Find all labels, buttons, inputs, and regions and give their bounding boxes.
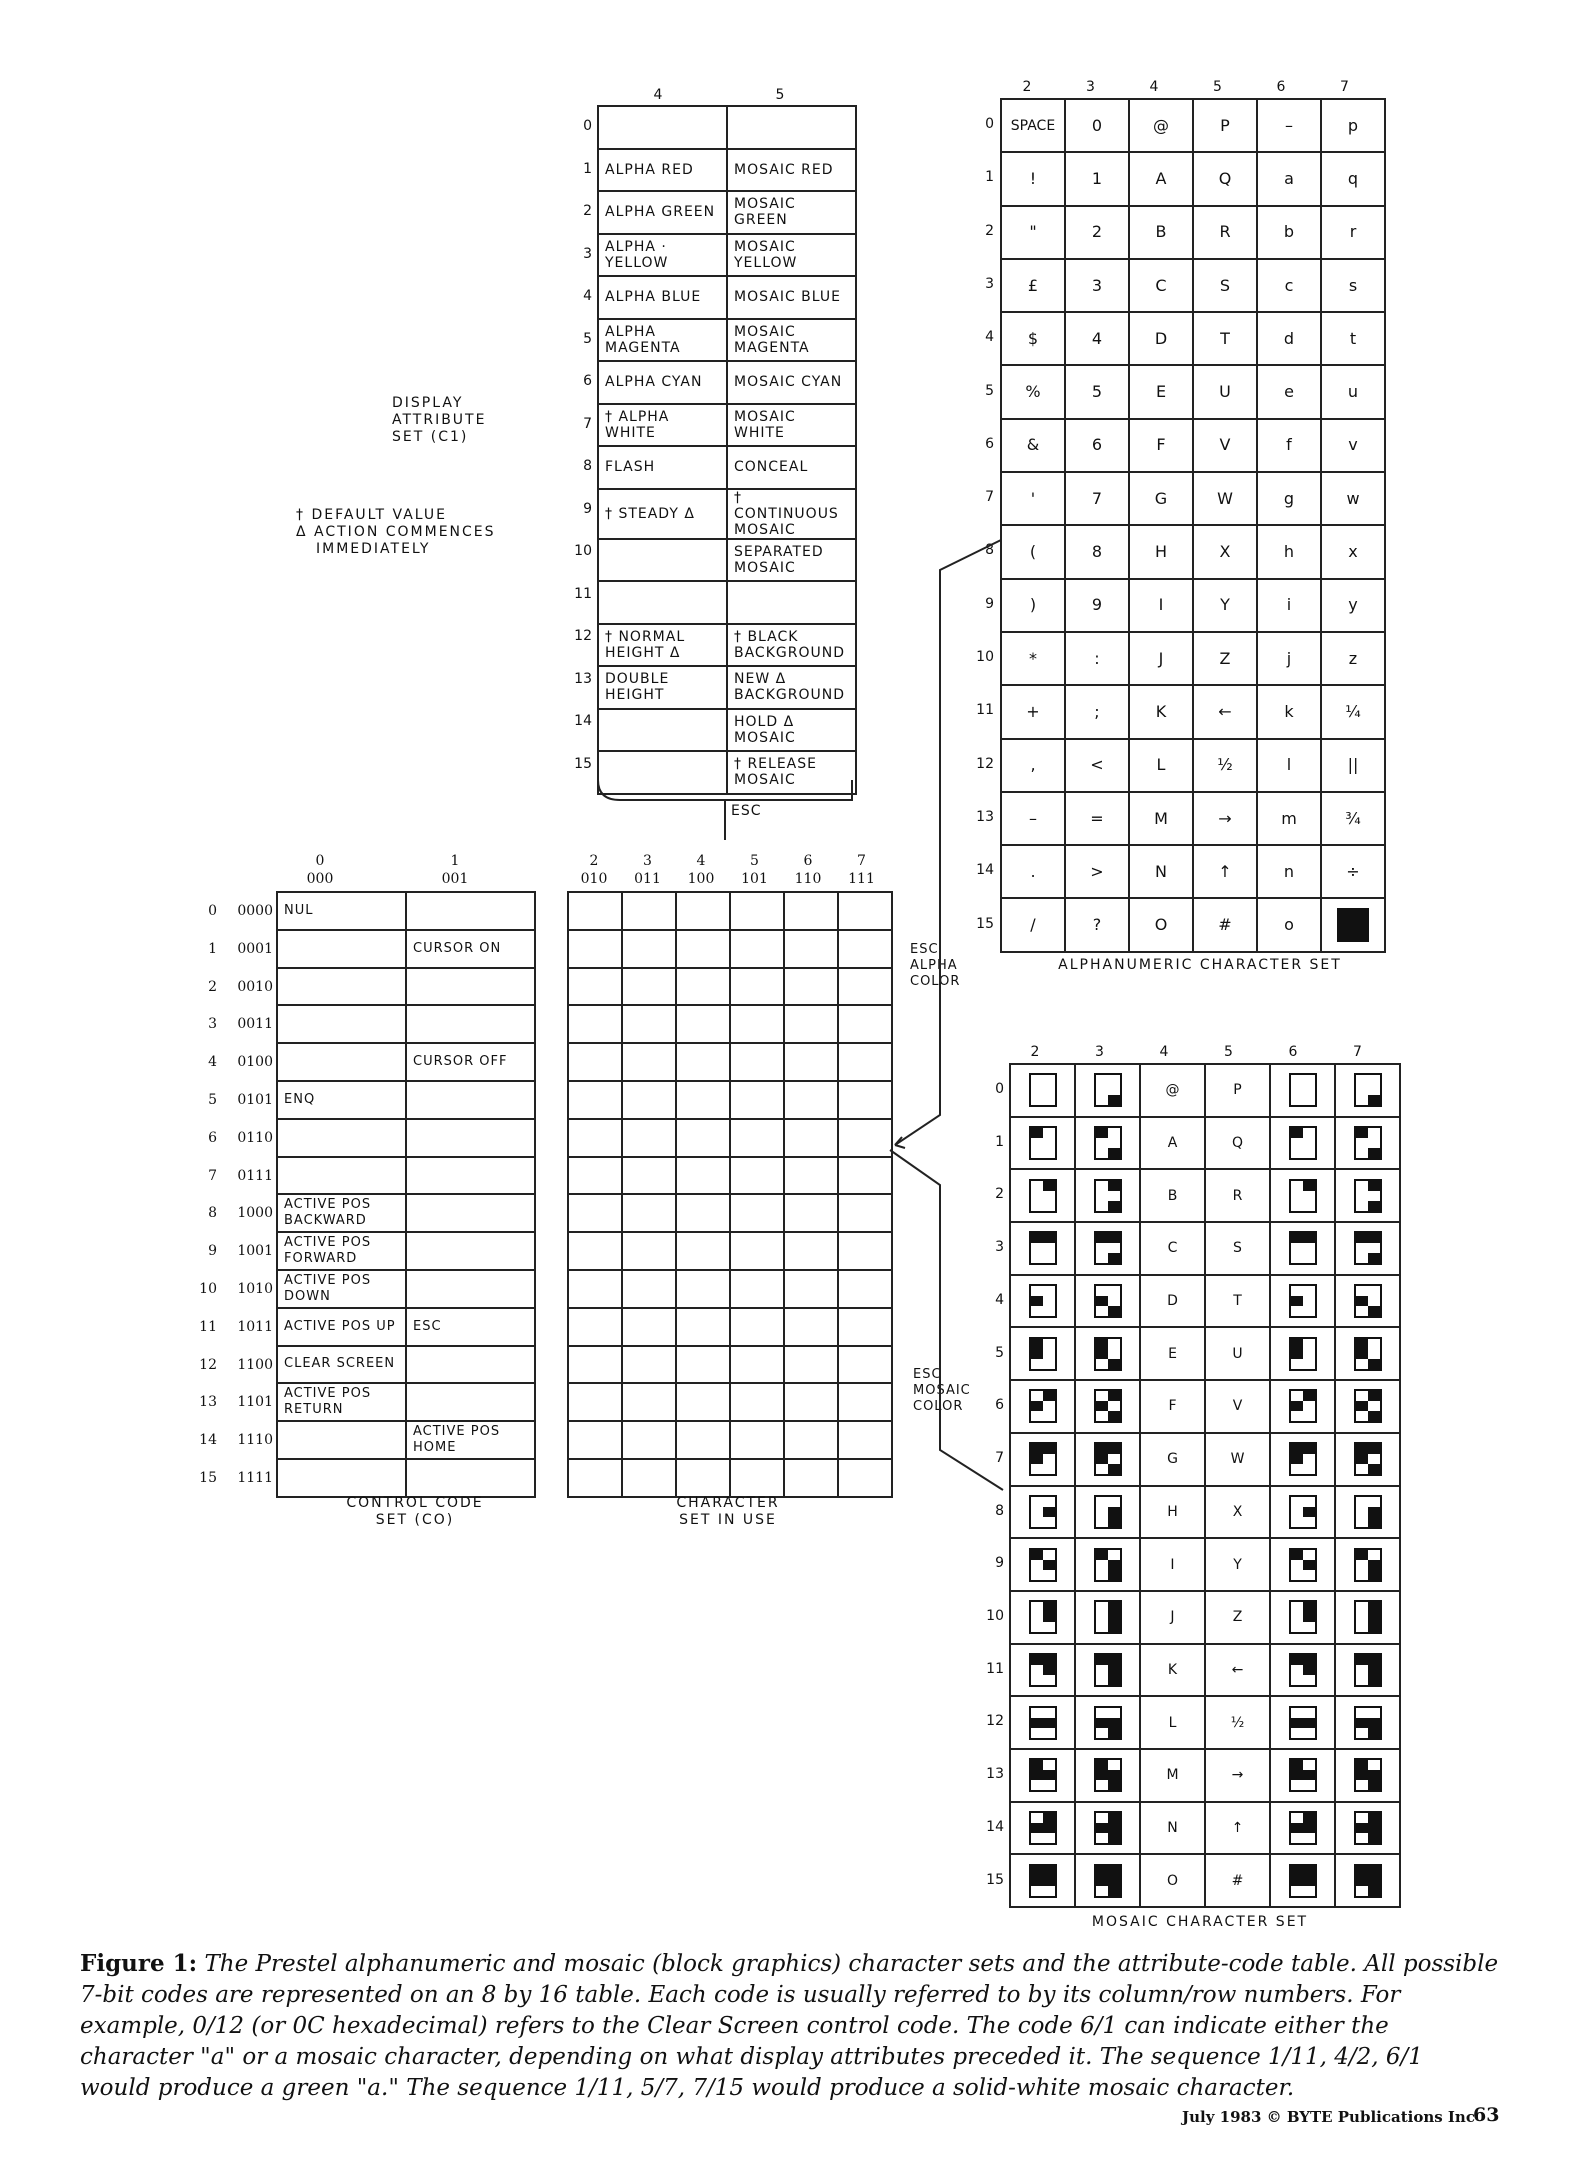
alpha-cell: h bbox=[1257, 525, 1321, 578]
mosaic-cell: W bbox=[1205, 1433, 1270, 1486]
esc-alpha-note: ESC ALPHA COLOR bbox=[910, 942, 961, 989]
alpha-cell: → bbox=[1193, 792, 1257, 845]
alpha-cell: ÷ bbox=[1321, 845, 1385, 898]
attr-cell: † CONTINUOUS MOSAIC bbox=[727, 489, 856, 539]
attr-cell: SEPARATED MOSAIC bbox=[727, 539, 856, 582]
alpha-cell: ) bbox=[1001, 579, 1065, 632]
control-col-binary: 001 bbox=[441, 871, 469, 887]
mosaic-cell: Z bbox=[1205, 1591, 1270, 1644]
alpha-cell: ½ bbox=[1193, 739, 1257, 792]
alpha-cell: W bbox=[1193, 472, 1257, 525]
control-cell: ACTIVE POS DOWN bbox=[277, 1270, 406, 1308]
alpha-cell: R bbox=[1193, 206, 1257, 259]
mosaic-cell: ← bbox=[1205, 1644, 1270, 1697]
alpha-cell: e bbox=[1257, 365, 1321, 418]
control-row-bin: 0000 bbox=[237, 903, 273, 919]
in-use-col-binary: 110 bbox=[794, 871, 822, 887]
alpha-cell: A bbox=[1129, 152, 1193, 205]
alpha-cell: V bbox=[1193, 419, 1257, 472]
control-row-dec: 10 bbox=[199, 1281, 217, 1297]
alpha-cell: 4 bbox=[1065, 312, 1129, 365]
alpha-cell: ; bbox=[1065, 685, 1129, 738]
control-cell: CLEAR SCREEN bbox=[277, 1346, 406, 1384]
alpha-cell: – bbox=[1001, 792, 1065, 845]
alpha-cell: x bbox=[1321, 525, 1385, 578]
mosaic-cell: B bbox=[1140, 1169, 1205, 1222]
attr-row-label: 15 bbox=[574, 755, 592, 772]
control-row-bin: 0101 bbox=[237, 1092, 273, 1108]
mosaic-row-label: 14 bbox=[986, 1818, 1004, 1835]
control-row-bin: 1101 bbox=[237, 1394, 273, 1411]
alpha-cell: P bbox=[1193, 99, 1257, 152]
attr-row-label: 13 bbox=[574, 670, 592, 687]
in-use-col-binary: 111 bbox=[848, 871, 875, 887]
alpha-cell: ← bbox=[1193, 685, 1257, 738]
control-cell: NUL bbox=[277, 892, 406, 930]
attr-col-header: 5 bbox=[775, 87, 785, 103]
mosaic-cell: G bbox=[1140, 1433, 1205, 1486]
in-use-caption: CHARACTER SET IN USE bbox=[676, 1495, 780, 1528]
control-row-dec: 11 bbox=[199, 1318, 217, 1335]
mosaic-col-header: 3 bbox=[1095, 1044, 1104, 1060]
attr-row-label: 4 bbox=[583, 288, 592, 304]
mosaic-cell: I bbox=[1140, 1538, 1205, 1591]
attr-cell: ALPHA MAGENTA bbox=[598, 319, 727, 362]
control-row-dec: 9 bbox=[208, 1243, 217, 1260]
attr-cell: FLASH bbox=[598, 446, 727, 489]
alpha-cell: ? bbox=[1065, 898, 1129, 951]
control-row-dec: 14 bbox=[199, 1432, 217, 1449]
alpha-cell: k bbox=[1257, 685, 1321, 738]
attr-row-label: 0 bbox=[583, 118, 592, 134]
attr-col-header: 4 bbox=[653, 87, 663, 103]
alpha-row-label: 8 bbox=[985, 542, 994, 559]
alpha-caption: ALPHANUMERIC CHARACTER SET bbox=[1058, 957, 1342, 973]
mosaic-row-label: 5 bbox=[995, 1344, 1004, 1361]
control-row-dec: 7 bbox=[208, 1167, 217, 1184]
alpha-cell: J bbox=[1129, 632, 1193, 685]
control-row-dec: 3 bbox=[208, 1016, 217, 1033]
attr-cell: DOUBLE HEIGHT bbox=[598, 666, 727, 709]
alpha-row-label: 12 bbox=[976, 755, 994, 772]
alpha-cell: % bbox=[1001, 365, 1065, 418]
attr-cell: ALPHA BLUE bbox=[598, 276, 727, 319]
alpha-cell: = bbox=[1065, 792, 1129, 845]
mosaic-row-label: 10 bbox=[986, 1608, 1004, 1624]
control-row-bin: 0010 bbox=[237, 978, 273, 995]
alpha-cell: + bbox=[1001, 685, 1065, 738]
alpha-cell: F bbox=[1129, 419, 1193, 472]
attr-cell: † ALPHA WHITE bbox=[598, 404, 727, 447]
control-col-number: 1 bbox=[450, 853, 460, 869]
attr-cell: HOLD Δ MOSAIC bbox=[727, 709, 856, 752]
alpha-cell: i bbox=[1257, 579, 1321, 632]
alpha-row-label: 15 bbox=[976, 915, 994, 932]
alpha-cell: B bbox=[1129, 206, 1193, 259]
mosaic-row-label: 3 bbox=[995, 1239, 1004, 1256]
attr-cell: MOSAIC GREEN bbox=[727, 191, 856, 234]
mosaic-cell: F bbox=[1140, 1380, 1205, 1433]
control-row-dec: 4 bbox=[208, 1054, 217, 1071]
alpha-col-header: 5 bbox=[1213, 79, 1222, 95]
in-use-col-number: 5 bbox=[750, 853, 759, 869]
alpha-row-label: 7 bbox=[985, 489, 994, 506]
control-row-bin: 1111 bbox=[237, 1470, 273, 1486]
alpha-cell: E bbox=[1129, 365, 1193, 418]
mosaic-col-header: 6 bbox=[1288, 1044, 1298, 1060]
alpha-cell: * bbox=[1001, 632, 1065, 685]
alpha-cell: ↑ bbox=[1193, 845, 1257, 898]
mosaic-col-header: 4 bbox=[1159, 1044, 1169, 1060]
in-use-col-number: 3 bbox=[643, 853, 652, 869]
control-cell: ACTIVE POS HOME bbox=[406, 1421, 535, 1459]
alpha-cell: Q bbox=[1193, 152, 1257, 205]
mosaic-row-label: 0 bbox=[995, 1081, 1004, 1097]
alpha-cell: a bbox=[1257, 152, 1321, 205]
mosaic-row-label: 12 bbox=[986, 1713, 1004, 1730]
alpha-row-label: 5 bbox=[985, 382, 994, 399]
mosaic-row-label: 15 bbox=[986, 1871, 1004, 1888]
in-use-col-binary: 010 bbox=[580, 871, 608, 887]
footer-text: July 1983 © BYTE Publications Inc bbox=[1182, 2108, 1475, 2126]
alpha-cell: Y bbox=[1193, 579, 1257, 632]
control-row-bin: 1010 bbox=[237, 1281, 273, 1297]
control-row-bin: 0001 bbox=[237, 940, 273, 957]
mosaic-cell: K bbox=[1140, 1644, 1205, 1697]
alpha-cell: Z bbox=[1193, 632, 1257, 685]
alpha-cell: r bbox=[1321, 206, 1385, 259]
attr-row-label: 7 bbox=[583, 415, 592, 432]
alpha-col-header: 4 bbox=[1149, 79, 1159, 95]
mosaic-cell: L bbox=[1140, 1696, 1205, 1749]
in-use-col-number: 7 bbox=[857, 853, 866, 869]
attr-cell: CONCEAL bbox=[727, 446, 856, 489]
alpha-cell: # bbox=[1193, 898, 1257, 951]
alpha-cell: < bbox=[1065, 739, 1129, 792]
control-row-dec: 6 bbox=[208, 1129, 217, 1146]
alpha-row-label: 9 bbox=[985, 595, 994, 612]
control-caption: CONTROL CODE SET (CO) bbox=[346, 1495, 484, 1528]
in-use-col-number: 6 bbox=[803, 853, 813, 869]
alpha-cell: & bbox=[1001, 419, 1065, 472]
attr-cell: † STEADY Δ bbox=[598, 489, 727, 539]
attr-cell: † NORMAL HEIGHT Δ bbox=[598, 624, 727, 667]
alpha-cell: C bbox=[1129, 259, 1193, 312]
alpha-cell: f bbox=[1257, 419, 1321, 472]
alpha-cell: £ bbox=[1001, 259, 1065, 312]
alpha-cell: p bbox=[1321, 99, 1385, 152]
control-col-number: 0 bbox=[315, 853, 325, 869]
alpha-cell: z bbox=[1321, 632, 1385, 685]
alpha-cell: / bbox=[1001, 898, 1065, 951]
attr-cell: ALPHA GREEN bbox=[598, 191, 727, 234]
mosaic-row-label: 4 bbox=[995, 1291, 1004, 1308]
alpha-cell: : bbox=[1065, 632, 1129, 685]
title-line: DISPLAY bbox=[392, 395, 464, 411]
mosaic-cell: ↑ bbox=[1205, 1802, 1270, 1855]
control-cell: CURSOR ON bbox=[406, 930, 535, 968]
alpha-cell: X bbox=[1193, 525, 1257, 578]
alpha-cell: ' bbox=[1001, 472, 1065, 525]
mosaic-row-label: 1 bbox=[995, 1133, 1004, 1150]
alpha-cell: 8 bbox=[1065, 525, 1129, 578]
alpha-row-label: 10 bbox=[976, 649, 994, 665]
mosaic-cell: M bbox=[1140, 1749, 1205, 1802]
control-row-bin: 1100 bbox=[237, 1356, 273, 1373]
mosaic-row-label: 8 bbox=[995, 1502, 1004, 1519]
control-row-bin: 0011 bbox=[237, 1016, 273, 1033]
alpha-row-label: 1 bbox=[985, 169, 994, 186]
alpha-cell: ! bbox=[1001, 152, 1065, 205]
alpha-row-label: 3 bbox=[985, 275, 994, 292]
mosaic-caption: MOSAIC CHARACTER SET bbox=[1091, 1914, 1309, 1930]
alpha-cell: > bbox=[1065, 845, 1129, 898]
mosaic-cell: # bbox=[1205, 1854, 1270, 1907]
attr-cell: MOSAIC BLUE bbox=[727, 276, 856, 319]
alpha-cell: 1 bbox=[1065, 152, 1129, 205]
mosaic-col-header: 5 bbox=[1224, 1044, 1233, 1060]
mosaic-row-label: 2 bbox=[995, 1186, 1004, 1203]
esc-label: ESC bbox=[731, 803, 762, 819]
control-row-bin: 1110 bbox=[237, 1432, 273, 1449]
alpha-cell: N bbox=[1129, 845, 1193, 898]
in-use-col-binary: 100 bbox=[687, 871, 715, 887]
control-cell: ACTIVE POS RETURN bbox=[277, 1383, 406, 1421]
figure-text: The Prestel alphanumeric and mosaic (block graphics) character sets and the attribute-code table. All possible 7-bit codes are represented on an 8 by 16 table. Each code is usually referred to by its column/row numbers. For example, 0/12 (or 0C hexadecimal) refers to the Clear Screen control code. The code 6/1 can indicate either the character "a" or a mosaic character, depending on what display attributes preceded it. The sequence 1/11, 4/2, 6/1 would produce a green "a." The sequence 1/11, 5/7, 7/15 would produce a solid-white mosaic character. bbox=[80, 1951, 1499, 2101]
mosaic-col-header: 7 bbox=[1353, 1044, 1362, 1060]
alpha-cell: S bbox=[1193, 259, 1257, 312]
figure-label: Figure 1: bbox=[80, 1950, 198, 1977]
legend-line: IMMEDIATELY bbox=[316, 541, 431, 557]
alpha-cell: K bbox=[1129, 685, 1193, 738]
alpha-cell: n bbox=[1257, 845, 1321, 898]
alpha-cell: O bbox=[1129, 898, 1193, 951]
alpha-cell: M bbox=[1129, 792, 1193, 845]
attr-row-label: 3 bbox=[583, 245, 592, 262]
attr-row-label: 6 bbox=[583, 373, 592, 389]
alpha-cell: j bbox=[1257, 632, 1321, 685]
alpha-cell: s bbox=[1321, 259, 1385, 312]
attr-cell: ALPHA RED bbox=[598, 149, 727, 192]
attr-cell: ALPHA · YELLOW bbox=[598, 234, 727, 277]
alpha-cell: @ bbox=[1129, 99, 1193, 152]
alpha-cell: g bbox=[1257, 472, 1321, 525]
control-col-binary: 000 bbox=[306, 871, 334, 887]
alpha-cell: , bbox=[1001, 739, 1065, 792]
control-row-dec: 5 bbox=[208, 1092, 217, 1108]
attr-row-label: 12 bbox=[574, 628, 592, 644]
mosaic-cell: H bbox=[1140, 1486, 1205, 1539]
alpha-cell: D bbox=[1129, 312, 1193, 365]
alpha-row-label: 13 bbox=[976, 808, 994, 825]
control-row-dec: 8 bbox=[208, 1205, 217, 1222]
mosaic-cell: J bbox=[1140, 1591, 1205, 1644]
attr-row-label: 5 bbox=[583, 330, 592, 347]
alpha-cell: " bbox=[1001, 206, 1065, 259]
control-row-bin: 0100 bbox=[237, 1054, 273, 1071]
alpha-cell: $ bbox=[1001, 312, 1065, 365]
control-row-bin: 0111 bbox=[237, 1167, 273, 1184]
alpha-row-label: 14 bbox=[976, 862, 994, 879]
mosaic-cell: ½ bbox=[1205, 1696, 1270, 1749]
attr-row-label: 2 bbox=[583, 203, 592, 219]
alpha-cell: w bbox=[1321, 472, 1385, 525]
page-number: 63 bbox=[1473, 2104, 1500, 2126]
mosaic-cell: A bbox=[1140, 1117, 1205, 1170]
mosaic-cell: E bbox=[1140, 1327, 1205, 1380]
attr-row-label: 8 bbox=[583, 458, 592, 474]
alpha-row-label: 4 bbox=[985, 329, 994, 346]
control-cell: ACTIVE POS BACKWARD bbox=[277, 1194, 406, 1232]
alpha-cell: 3 bbox=[1065, 259, 1129, 312]
attr-cell: † RELEASE MOSAIC bbox=[727, 751, 856, 794]
control-row-bin: 1001 bbox=[237, 1243, 273, 1260]
in-use-col-binary: 101 bbox=[741, 871, 768, 887]
mosaic-cell: → bbox=[1205, 1749, 1270, 1802]
legend-line: † DEFAULT VALUE bbox=[296, 507, 447, 523]
control-row-dec: 12 bbox=[199, 1356, 217, 1373]
alpha-row-label: 0 bbox=[985, 116, 994, 132]
alpha-cell: 5 bbox=[1065, 365, 1129, 418]
alpha-cell: y bbox=[1321, 579, 1385, 632]
alpha-cell: 0 bbox=[1065, 99, 1129, 152]
mosaic-cell: R bbox=[1205, 1169, 1270, 1222]
figure-caption bbox=[80, 1948, 1500, 2104]
attr-cell: MOSAIC CYAN bbox=[727, 361, 856, 404]
mosaic-col-header: 2 bbox=[1030, 1044, 1040, 1060]
alpha-cell: ¼ bbox=[1321, 685, 1385, 738]
control-cell: ENQ bbox=[277, 1081, 406, 1119]
control-row-dec: 0 bbox=[208, 903, 217, 919]
control-row-bin: 1011 bbox=[237, 1318, 273, 1335]
in-use-col-number: 4 bbox=[696, 853, 706, 869]
attr-cell: ALPHA CYAN bbox=[598, 361, 727, 404]
alpha-cell: L bbox=[1129, 739, 1193, 792]
alpha-cell: . bbox=[1001, 845, 1065, 898]
alpha-row-label: 6 bbox=[985, 435, 994, 452]
attr-row-label: 11 bbox=[574, 585, 592, 602]
mosaic-row-label: 13 bbox=[986, 1766, 1004, 1783]
attr-row-label: 10 bbox=[574, 543, 592, 559]
alpha-cell: || bbox=[1321, 739, 1385, 792]
legend-line: Δ ACTION COMMENCES bbox=[296, 524, 496, 540]
alpha-cell: t bbox=[1321, 312, 1385, 365]
attr-cell: MOSAIC YELLOW bbox=[727, 234, 856, 277]
alpha-cell: – bbox=[1257, 99, 1321, 152]
in-use-col-number: 2 bbox=[589, 853, 599, 869]
attr-cell: MOSAIC MAGENTA bbox=[727, 319, 856, 362]
mosaic-cell: Y bbox=[1205, 1538, 1270, 1591]
attr-cell: MOSAIC RED bbox=[727, 149, 856, 192]
alpha-cell: o bbox=[1257, 898, 1321, 951]
attr-row-label: 9 bbox=[583, 500, 592, 517]
control-cell: ACTIVE POS UP bbox=[277, 1308, 406, 1346]
mosaic-cell: U bbox=[1205, 1327, 1270, 1380]
alpha-cell: G bbox=[1129, 472, 1193, 525]
in-use-col-binary: 011 bbox=[634, 871, 661, 887]
mosaic-cell: D bbox=[1140, 1275, 1205, 1328]
alpha-cell: u bbox=[1321, 365, 1385, 418]
mosaic-row-label: 9 bbox=[995, 1555, 1004, 1572]
mosaic-cell: X bbox=[1205, 1486, 1270, 1539]
control-row-dec: 13 bbox=[199, 1394, 217, 1411]
alpha-cell: m bbox=[1257, 792, 1321, 845]
control-cell: CURSOR OFF bbox=[406, 1043, 535, 1081]
control-cell: ESC bbox=[406, 1308, 535, 1346]
esc-mosaic-note: ESC MOSAIC COLOR bbox=[913, 1367, 971, 1414]
alpha-cell: 9 bbox=[1065, 579, 1129, 632]
alpha-cell: SPACE bbox=[1001, 99, 1065, 152]
alpha-cell: v bbox=[1321, 419, 1385, 472]
control-row-dec: 2 bbox=[208, 978, 217, 995]
alpha-cell: I bbox=[1129, 579, 1193, 632]
alpha-cell: b bbox=[1257, 206, 1321, 259]
mosaic-cell: P bbox=[1205, 1064, 1270, 1117]
title-line: ATTRIBUTE bbox=[392, 412, 487, 428]
alpha-col-header: 7 bbox=[1340, 79, 1349, 95]
alpha-cell: T bbox=[1193, 312, 1257, 365]
mosaic-row-label: 11 bbox=[986, 1660, 1004, 1677]
attr-cell: MOSAIC WHITE bbox=[727, 404, 856, 447]
control-row-bin: 1000 bbox=[237, 1205, 273, 1222]
attr-cell: † BLACK BACKGROUND bbox=[727, 624, 856, 667]
alpha-row-label: 11 bbox=[976, 702, 994, 719]
alpha-cell: U bbox=[1193, 365, 1257, 418]
attr-cell: NEW Δ BACKGROUND bbox=[727, 666, 856, 709]
alpha-cell: d bbox=[1257, 312, 1321, 365]
control-cell: ACTIVE POS FORWARD bbox=[277, 1232, 406, 1270]
alpha-col-header: 3 bbox=[1086, 79, 1095, 95]
alpha-cell: 2 bbox=[1065, 206, 1129, 259]
attr-row-label: 1 bbox=[583, 160, 592, 177]
mosaic-cell: N bbox=[1140, 1802, 1205, 1855]
mosaic-row-label: 6 bbox=[995, 1397, 1004, 1414]
alpha-cell: c bbox=[1257, 259, 1321, 312]
mosaic-row-label: 7 bbox=[995, 1449, 1004, 1466]
mosaic-cell: O bbox=[1140, 1854, 1205, 1907]
alpha-cell: ( bbox=[1001, 525, 1065, 578]
mosaic-cell: S bbox=[1205, 1222, 1270, 1275]
alpha-cell: q bbox=[1321, 152, 1385, 205]
alpha-cell: ¾ bbox=[1321, 792, 1385, 845]
alpha-row-label: 2 bbox=[985, 222, 994, 239]
mosaic-cell: Q bbox=[1205, 1117, 1270, 1170]
alpha-cell: H bbox=[1129, 525, 1193, 578]
mosaic-cell: V bbox=[1205, 1380, 1270, 1433]
control-row-bin: 0110 bbox=[237, 1129, 273, 1146]
mosaic-cell: @ bbox=[1140, 1064, 1205, 1117]
alpha-col-header: 2 bbox=[1022, 79, 1032, 95]
attr-row-label: 14 bbox=[574, 713, 592, 729]
control-row-dec: 1 bbox=[208, 940, 217, 957]
mosaic-cell: C bbox=[1140, 1222, 1205, 1275]
alpha-cell: l bbox=[1257, 739, 1321, 792]
mosaic-cell: T bbox=[1205, 1275, 1270, 1328]
alpha-cell: 7 bbox=[1065, 472, 1129, 525]
alpha-cell: 6 bbox=[1065, 419, 1129, 472]
alpha-col-header: 6 bbox=[1276, 79, 1286, 95]
title-line: SET (C1) bbox=[392, 429, 469, 445]
control-row-dec: 15 bbox=[199, 1470, 217, 1486]
